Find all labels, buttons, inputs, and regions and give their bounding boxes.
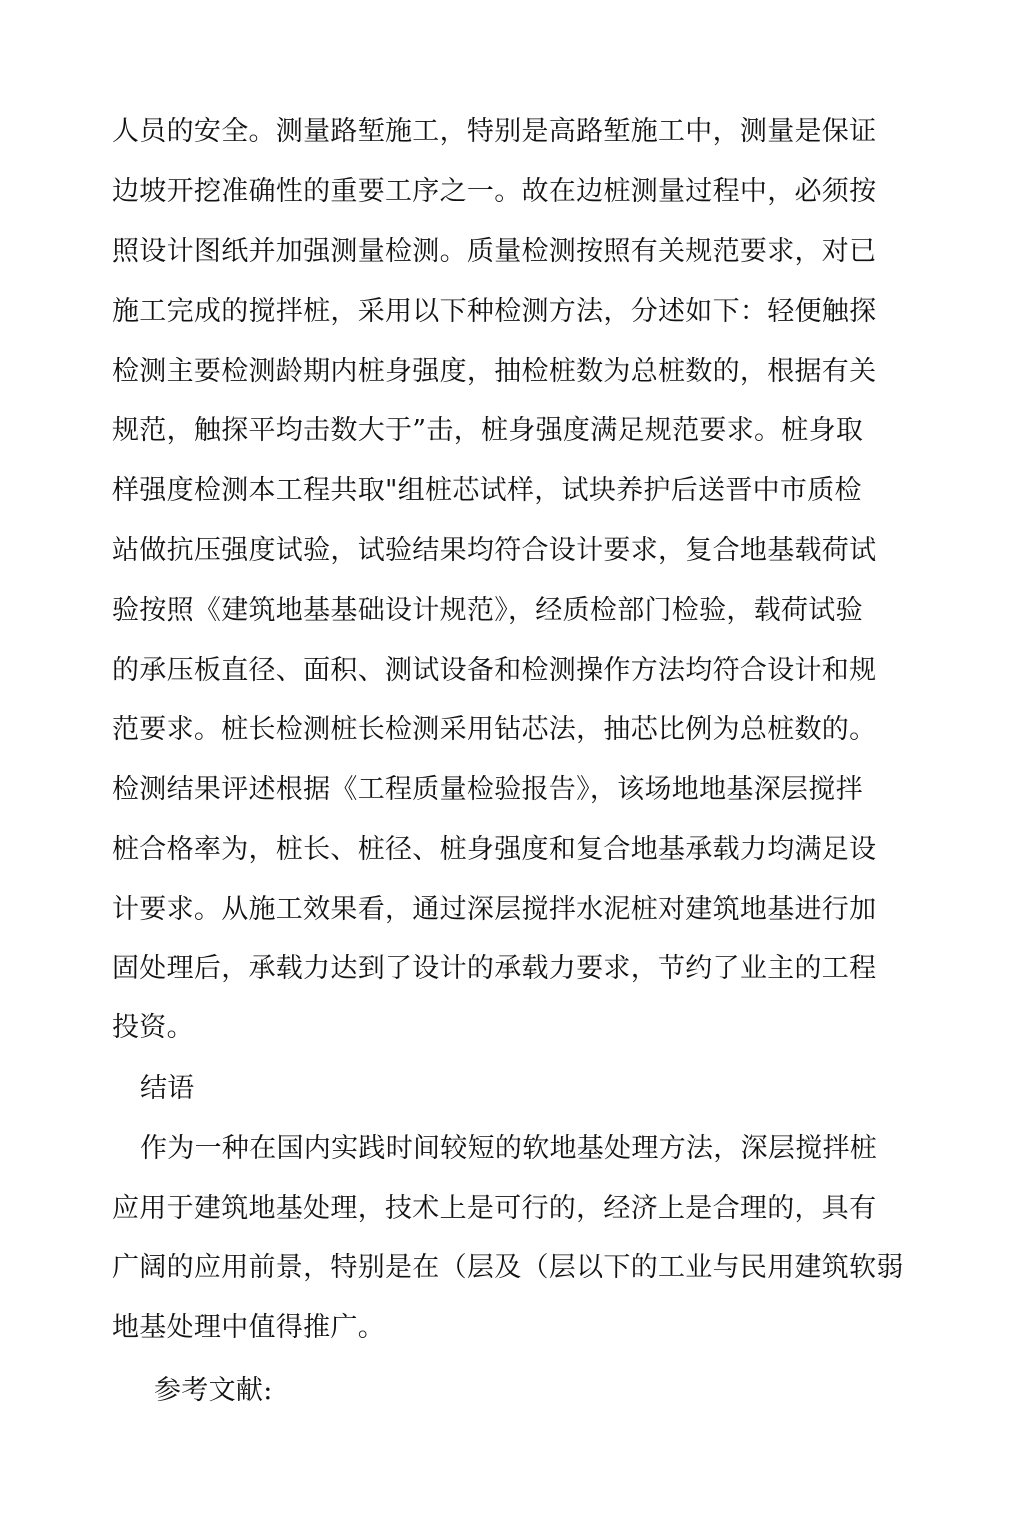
body-line: 规范，触探平均击数大于”击，桩身强度满足规范要求。桩身取 [112,415,864,446]
body-line: 验按照《建筑地基基础设计规范》，经质检部门检验，载荷试验 [112,595,863,626]
body-line: 桩合格率为，桩长、桩径、桩身强度和复合地基承载力均满足设 [112,834,877,865]
body-line: 站做抗压强度试验，试验结果均符合设计要求，复合地基载荷试 [112,535,877,566]
body-line: 固处理后，承载力达到了设计的承载力要求，节约了业主的工程 [112,953,877,984]
section-heading-references: 参考文献: [154,1375,273,1406]
body-line: 施工完成的搅拌桩，采用以下种检测方法，分述如下：轻便触探 [112,296,877,327]
conclusion-line: 广阔的应用前景，特别是在（层及（层以下的工业与民用建筑软弱 [112,1252,904,1283]
body-line: 检测结果评述根据《工程质量检验报告》，该场地地基深层搅拌 [112,774,863,805]
section-heading-conclusion: 结语 [140,1073,195,1104]
conclusion-line: 应用于建筑地基处理，技术上是可行的，经济上是合理的，具有 [112,1193,877,1224]
conclusion-line: 作为一种在国内实践时间较短的软地基处理方法，深层搅拌桩 [140,1133,878,1164]
body-line: 计要求。从施工效果看，通过深层搅拌水泥桩对建筑地基进行加 [112,894,877,925]
conclusion-line: 地基处理中值得推广。 [112,1312,385,1343]
body-line: 人员的安全。测量路堑施工，特别是高路堑施工中，测量是保证 [112,116,877,147]
body-line: 范要求。桩长检测桩长检测采用钻芯法，抽芯比例为总桩数的。 [112,714,877,745]
body-line: 的承压板直径、面积、测试设备和检测操作方法均符合设计和规 [112,655,877,686]
body-line: 样强度检测本工程共取"组桩芯试样，试块养护后送晋中市质检 [112,475,862,506]
body-line: 投资。 [112,1012,194,1043]
body-line: 边坡开挖准确性的重要工序之一。故在边桩测量过程中，必须按 [112,176,877,207]
body-line: 照设计图纸并加强测量检测。质量检测按照有关规范要求，对已 [112,236,877,267]
body-line: 检测主要检测龄期内桩身强度，抽检桩数为总桩数的，根据有关 [112,356,877,387]
